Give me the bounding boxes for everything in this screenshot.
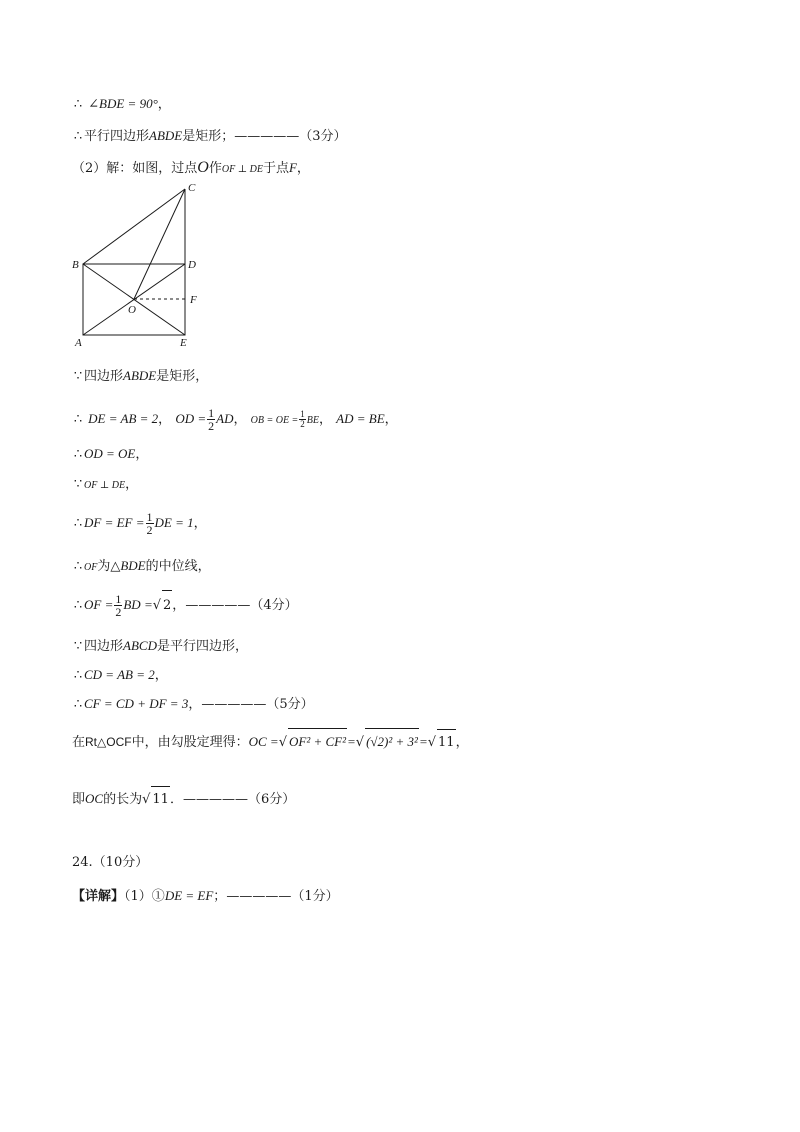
text: 四边形 bbox=[84, 639, 124, 654]
therefore-symbol: ∴ bbox=[73, 97, 83, 112]
score: （4分） bbox=[250, 598, 298, 613]
math-expression: DE = 1 bbox=[154, 515, 194, 530]
math-expression: DE = EF bbox=[164, 888, 214, 903]
math-expression: BD = bbox=[123, 597, 153, 612]
math-expression: OC = bbox=[248, 734, 279, 749]
punct: ， bbox=[135, 447, 149, 462]
dash-rule: ————— bbox=[234, 129, 300, 144]
math-expression: DF = EF = bbox=[84, 515, 145, 530]
radicand: 11 bbox=[151, 786, 170, 813]
text: 的中位线， bbox=[145, 559, 211, 574]
fraction-denominator: 2 bbox=[300, 419, 305, 429]
math-expression: ABCD bbox=[123, 638, 157, 653]
math-expression: DE = AB = 2 bbox=[88, 411, 159, 426]
label-f: F bbox=[190, 294, 197, 306]
fraction bbox=[299, 410, 306, 429]
label-d: D bbox=[188, 259, 196, 271]
punct: ， bbox=[125, 477, 139, 492]
label-c: C bbox=[188, 182, 196, 194]
segment-oc bbox=[134, 189, 185, 299]
because-symbol: ∵ bbox=[73, 477, 83, 492]
therefore-symbol: ∴ bbox=[73, 516, 83, 531]
math-expression: ABDE bbox=[149, 128, 183, 143]
line-part-2-intro bbox=[72, 158, 310, 180]
label-e: E bbox=[180, 337, 187, 349]
punct: ， bbox=[154, 668, 168, 683]
punct: ， bbox=[193, 516, 207, 531]
punct: ， bbox=[296, 161, 310, 176]
punct: ， bbox=[319, 412, 333, 427]
geometry-figure bbox=[72, 180, 212, 350]
sqrt-sign: √ bbox=[152, 598, 162, 613]
point-f: F bbox=[288, 160, 297, 175]
line-oc-result bbox=[72, 786, 295, 813]
punct: ， bbox=[384, 412, 398, 427]
math-expression: CF = CD + DF = 3 bbox=[84, 696, 189, 711]
punct: ， bbox=[172, 598, 186, 613]
detail-bracket: 【详解】 bbox=[72, 889, 125, 904]
line-angle-bde bbox=[72, 94, 171, 115]
fraction bbox=[146, 511, 154, 536]
text: 作 bbox=[208, 161, 222, 176]
math-expression: OF = bbox=[84, 597, 114, 612]
line-od-oe bbox=[72, 444, 148, 465]
punct: ． bbox=[169, 792, 183, 807]
punct: ， bbox=[188, 697, 202, 712]
math-expression: = bbox=[347, 734, 356, 749]
punct: ， bbox=[158, 412, 172, 427]
segment-bc bbox=[83, 189, 185, 264]
therefore-symbol: ∴ bbox=[73, 129, 83, 144]
text: 在 bbox=[72, 735, 86, 750]
because-symbol: ∵ bbox=[73, 369, 83, 384]
label-o: O bbox=[128, 304, 136, 316]
part-number: （1） bbox=[124, 889, 152, 904]
line-since-rectangle bbox=[72, 366, 208, 387]
text: 的长为 bbox=[103, 792, 143, 807]
math-expression: AD bbox=[216, 411, 234, 426]
point-o: O bbox=[197, 159, 209, 176]
text: 平行四边形 bbox=[84, 129, 150, 144]
line-midline bbox=[72, 556, 211, 578]
therefore-symbol: ∴ bbox=[73, 697, 83, 712]
score: （1分） bbox=[291, 889, 339, 904]
text: 四边形 bbox=[84, 369, 124, 384]
line-of-perp-de bbox=[72, 475, 138, 496]
text: 是平行四边形， bbox=[156, 639, 248, 654]
label-b: B bbox=[72, 259, 79, 271]
line-pythagoras bbox=[72, 728, 469, 756]
punct: ， bbox=[233, 412, 247, 427]
math-expression: = bbox=[418, 734, 428, 749]
line-abcd-parallelogram bbox=[72, 636, 248, 657]
dash-rule: ————— bbox=[182, 792, 248, 807]
line-cd-ab bbox=[72, 665, 168, 686]
score: （5分） bbox=[266, 697, 314, 712]
triangle-name: Rt△OCF bbox=[85, 735, 132, 749]
sqrt-sign: √ bbox=[142, 792, 151, 807]
text: 是矩形， bbox=[156, 369, 209, 384]
line-cf-value bbox=[72, 694, 314, 715]
question-number: 24.（10分） bbox=[72, 855, 149, 870]
math-expression: OC bbox=[85, 791, 104, 806]
fraction-denominator: 2 bbox=[146, 523, 153, 537]
line-of-value bbox=[72, 590, 298, 621]
fraction-numerator: 1 bbox=[208, 406, 215, 420]
label-a: A bbox=[75, 337, 82, 349]
fraction-numerator: 1 bbox=[300, 409, 305, 419]
math-expression: ABDE bbox=[123, 368, 157, 383]
text: 于点 bbox=[262, 161, 289, 176]
radicand: 2 bbox=[162, 590, 172, 621]
therefore-symbol: ∴ bbox=[73, 412, 83, 427]
therefore-symbol: ∴ bbox=[73, 559, 83, 574]
text: 中，由勾股定理得： bbox=[131, 735, 249, 750]
therefore-symbol: ∴ bbox=[73, 447, 83, 462]
punct: ； bbox=[213, 889, 227, 904]
math-expression: ∠BDE = 90° bbox=[88, 96, 158, 111]
text: 是矩形； bbox=[182, 129, 235, 144]
sqrt-sign: √ bbox=[427, 735, 437, 750]
line-rectangle-conclusion bbox=[72, 126, 347, 147]
text: （2）解：如图，过点 bbox=[72, 161, 198, 176]
sqrt-sign: √ bbox=[355, 735, 365, 750]
score: （3分） bbox=[299, 129, 347, 144]
score: （6分） bbox=[247, 792, 296, 807]
punct: ， bbox=[157, 97, 171, 112]
circled-number: ① bbox=[151, 889, 165, 904]
question-24-header bbox=[72, 853, 148, 873]
fraction bbox=[114, 593, 122, 618]
dash-rule: ————— bbox=[201, 697, 267, 712]
math-expression: △BDE bbox=[110, 558, 146, 573]
math-expression: OD = OE bbox=[84, 446, 136, 461]
math-expression: OF ⊥ DE bbox=[221, 164, 263, 175]
fraction-denominator: 2 bbox=[115, 605, 122, 619]
sqrt-sign: √ bbox=[278, 735, 287, 750]
punct: ， bbox=[455, 735, 469, 750]
dash-rule: ————— bbox=[226, 889, 292, 904]
dash-rule: ————— bbox=[185, 598, 251, 613]
math-expression: BE bbox=[306, 415, 320, 426]
math-expression: OD = bbox=[175, 411, 207, 426]
line-df-ef bbox=[72, 508, 207, 539]
math-expression: AD = BE bbox=[336, 411, 385, 426]
fraction bbox=[207, 407, 215, 432]
radicand: OF² + CF² bbox=[288, 728, 347, 755]
math-expression: OB = OE = bbox=[250, 415, 299, 426]
text: 为 bbox=[97, 559, 111, 574]
line-detail-part-1 bbox=[72, 886, 339, 907]
therefore-symbol: ∴ bbox=[73, 598, 83, 613]
math-expression: OF ⊥ DE bbox=[84, 480, 126, 491]
fraction-numerator: 1 bbox=[115, 592, 122, 606]
radicand: (√2)² + 3² bbox=[365, 728, 419, 755]
fraction-denominator: 2 bbox=[208, 419, 215, 433]
math-expression: CD = AB = 2 bbox=[84, 667, 155, 682]
because-symbol: ∵ bbox=[73, 639, 83, 654]
text: 即 bbox=[72, 792, 86, 807]
radicand: 11 bbox=[437, 729, 456, 756]
math-expression: OF bbox=[84, 562, 98, 573]
fraction-numerator: 1 bbox=[146, 510, 153, 524]
therefore-symbol: ∴ bbox=[73, 668, 83, 683]
line-rectangle-properties bbox=[72, 404, 398, 436]
